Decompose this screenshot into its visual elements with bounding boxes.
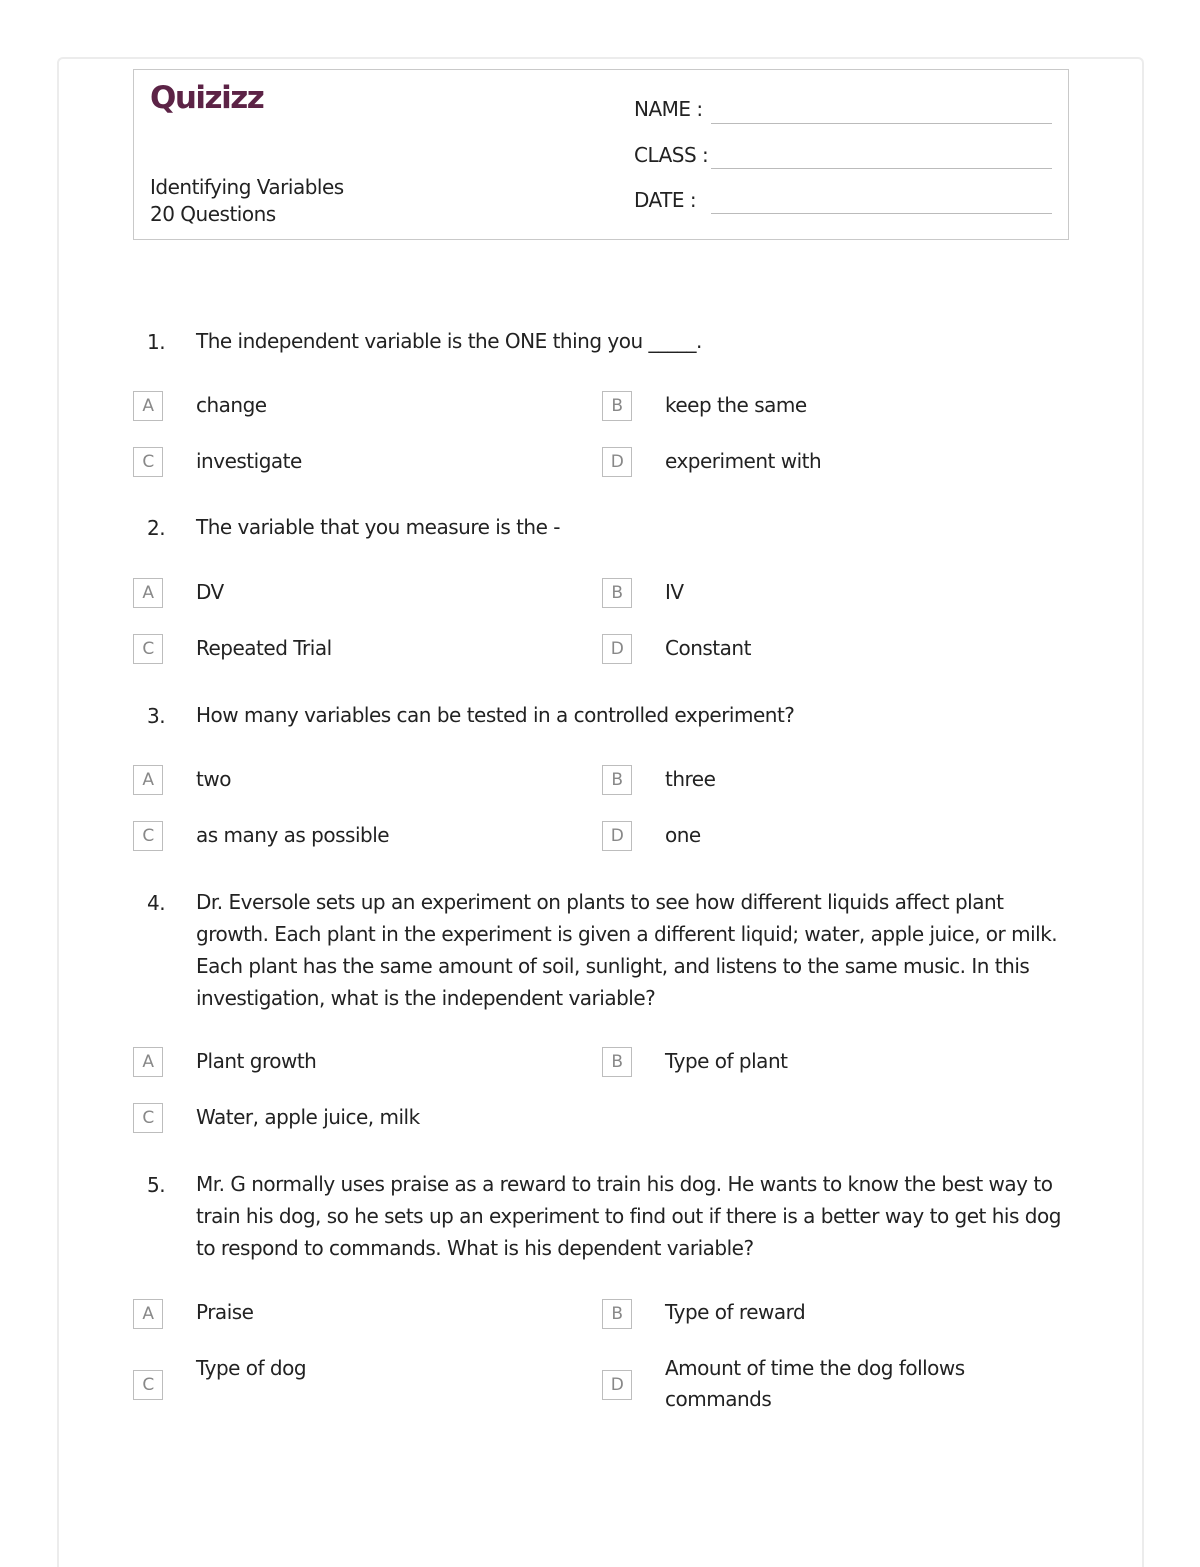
option-b-letter[interactable]: B — [602, 1047, 632, 1077]
name-field[interactable] — [711, 123, 1052, 124]
question-number: 4. — [147, 891, 166, 915]
option-a-letter[interactable]: A — [133, 391, 163, 421]
option-c-letter[interactable]: C — [133, 821, 163, 851]
option-d-text: one — [665, 823, 701, 847]
option-c-text: as many as possible — [196, 823, 390, 847]
option-c-text: Type of dog — [196, 1356, 307, 1380]
option-b-letter[interactable]: B — [602, 578, 632, 608]
option-a-text: DV — [196, 580, 224, 604]
question-text: Mr. G normally uses praise as a reward to train his dog. He wants to know the best way to train his dog, so he sets up an experiment to find out if there is a better way to get his dog to respond to commands. What is his dependent variable? — [196, 1172, 1061, 1260]
option-c-text: Repeated Trial — [196, 636, 332, 660]
option-b-text: IV — [665, 580, 684, 604]
quizizz-logo: Quizizz — [150, 80, 264, 116]
option-b-letter[interactable]: B — [602, 1299, 632, 1329]
question-text: How many variables can be tested in a controlled experiment? — [196, 703, 795, 727]
option-b-text: Type of reward — [665, 1300, 806, 1324]
option-a-letter[interactable]: A — [133, 1299, 163, 1329]
option-d-letter[interactable]: D — [602, 447, 632, 477]
quiz-title: Identifying Variables — [150, 175, 344, 199]
question-number: 1. — [147, 330, 166, 354]
option-c-letter[interactable]: C — [133, 634, 163, 664]
option-b-text: keep the same — [665, 393, 807, 417]
option-d-letter[interactable]: D — [602, 634, 632, 664]
option-d-letter[interactable]: D — [602, 1370, 632, 1400]
option-a-letter[interactable]: A — [133, 765, 163, 795]
option-c-text: Water, apple juice, milk — [196, 1105, 420, 1129]
option-a-text: two — [196, 767, 231, 791]
option-b-text: Type of plant — [665, 1049, 788, 1073]
option-d-letter[interactable]: D — [602, 821, 632, 851]
question-number: 5. — [147, 1173, 166, 1197]
option-c-letter[interactable]: C — [133, 447, 163, 477]
worksheet-header — [133, 69, 1069, 240]
quiz-title-block — [150, 174, 344, 228]
date-field[interactable] — [711, 213, 1052, 214]
option-d-text: experiment with — [665, 449, 822, 473]
class-field[interactable] — [711, 168, 1052, 169]
question-count: 20 Questions — [150, 202, 276, 226]
question-text: Dr. Eversole sets up an experiment on plants to see how different liquids affect plant growth. Each plant in the experiment is given a different liquid; water, apple juice, or milk. Each plant has the same amount of soil, sunlight, and listens to the same music. In this investigation, what is the independent variable? — [196, 890, 1058, 1010]
option-d-text: Constant — [665, 636, 751, 660]
option-a-text: change — [196, 393, 267, 417]
question-number: 3. — [147, 704, 166, 728]
option-a-text: Plant growth — [196, 1049, 317, 1073]
option-a-letter[interactable]: A — [133, 1047, 163, 1077]
question-number: 2. — [147, 516, 166, 540]
option-b-letter[interactable]: B — [602, 765, 632, 795]
class-label: CLASS : — [634, 143, 709, 167]
question-text: The independent variable is the ONE thing you _____. — [196, 329, 702, 353]
option-b-text: three — [665, 767, 716, 791]
date-label: DATE : — [634, 188, 697, 212]
option-d-text: Amount of time the dog follows commands — [665, 1356, 965, 1411]
option-b-letter[interactable]: B — [602, 391, 632, 421]
option-c-letter[interactable]: C — [133, 1370, 163, 1400]
option-c-text: investigate — [196, 449, 302, 473]
name-label: NAME : — [634, 97, 703, 121]
option-a-text: Praise — [196, 1300, 254, 1324]
option-c-letter[interactable]: C — [133, 1103, 163, 1133]
worksheet-page — [57, 57, 1144, 1567]
option-a-letter[interactable]: A — [133, 578, 163, 608]
question-text: The variable that you measure is the - — [196, 515, 560, 539]
